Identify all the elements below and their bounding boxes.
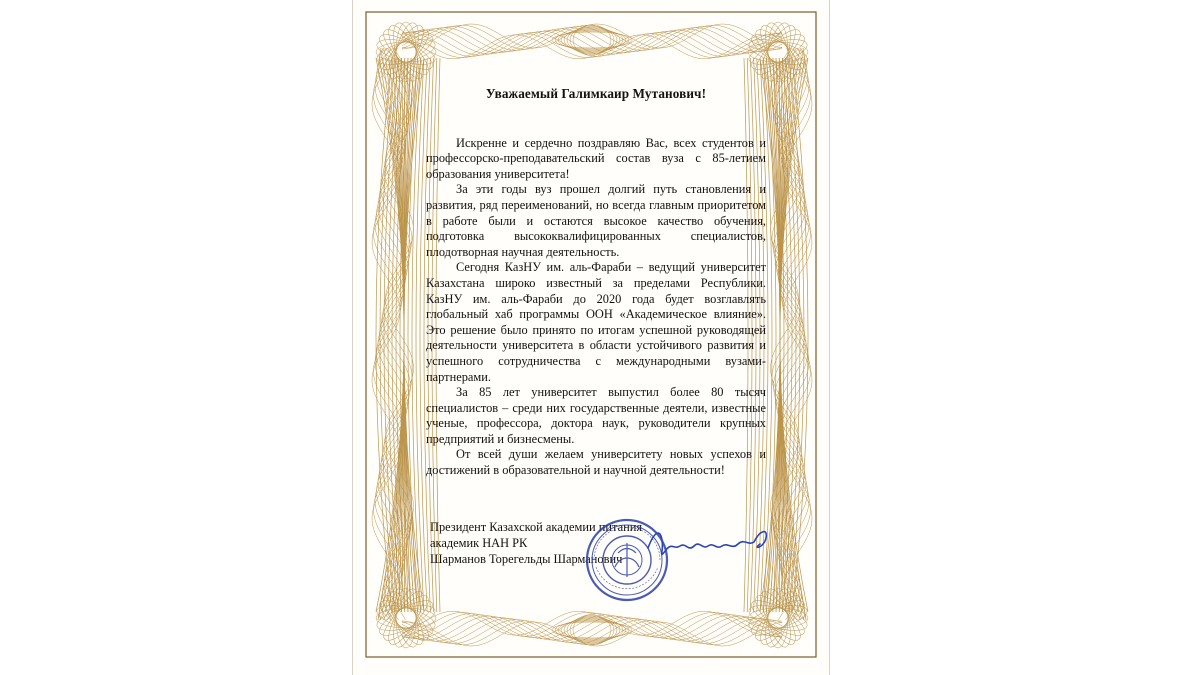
signer-name: Шарманов Торегельды Шарманович [430,552,623,567]
handwritten-signature-icon [640,520,780,570]
salutation: Уважаемый Галимкаир Мутанович! [485,86,707,101]
letter-body [426,86,766,479]
signer-rank: академик НАН РК [430,536,528,551]
paragraph: Сегодня КазНУ им. аль-Фараби – ведущий университет Казахстана широко известный за пределами Республики. КазНУ им. аль-Фараби до 2020 года будет возглавлять глобальный хаб программы ООН «Академическое влияние». Это решение было принято по итогам успешной руководящей деятельности университета в области устойчивого развития и успешного сотрудничества с международными вузами-партнерами. [426,260,766,384]
paragraph: Искренне и сердечно поздравляю Вас, всех студентов и профессорско-преподавательский состав вуза с 85-летием образования университета! [426,135,766,181]
paragraph: От всей души желаем университету новых успехов и достижений в образовательной и научной деятельности! [426,447,766,478]
paragraph: За 85 лет университет выпустил более 80 тысяч специалистов – среди них государственные деятели, известные ученые, профессора, доктора наук, руководители крупных предприятий и бизнесмены. [426,385,766,446]
paragraph: За эти годы вуз прошел долгий путь становления и развития, ряд переименований, но всегда главным приоритетом в работе были и остаются высокое качество обучения, подготовка высококвалифицированных специалистов, плодотворная научная деятельность. [426,182,766,259]
signer-title: Президент Казахской академии питания [430,520,643,534]
